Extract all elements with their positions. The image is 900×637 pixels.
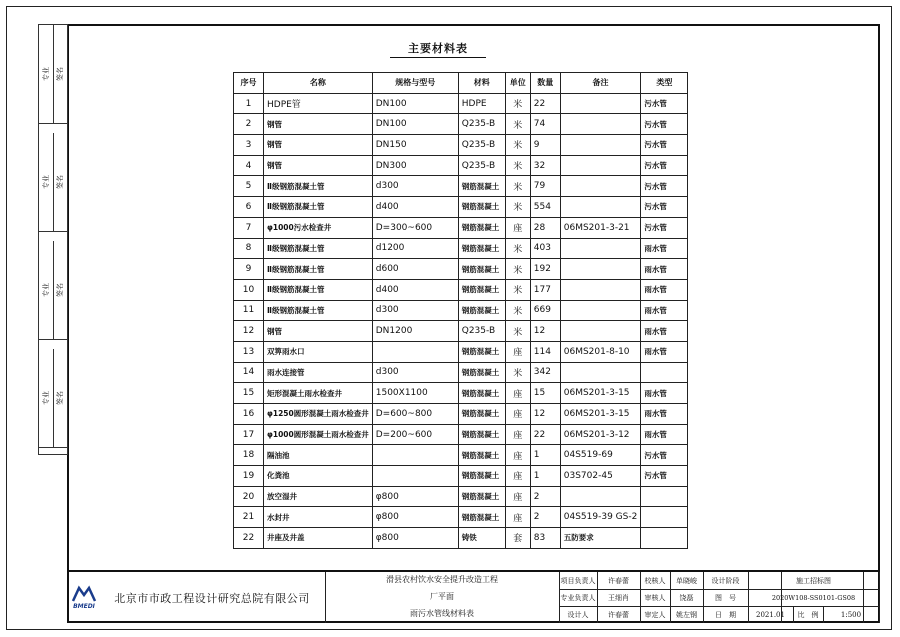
table-cell-unit: 米 — [505, 362, 530, 383]
company-name: 北京市市政工程设计研究总院有限公司 — [114, 591, 310, 605]
table-cell-type: 雨水管 — [641, 279, 688, 300]
table-row — [234, 300, 688, 321]
table-cell-type — [641, 507, 688, 528]
table-cell-unit: 米 — [505, 279, 530, 300]
table-cell-index: 12 — [234, 321, 264, 342]
table-cell-quantity: 83 — [530, 528, 560, 549]
table-cell-unit: 座 — [505, 486, 530, 507]
table-cell-unit: 米 — [505, 321, 530, 342]
label-drawing-no: 图 号 — [715, 593, 736, 602]
table-row — [234, 341, 688, 362]
table-row — [234, 93, 688, 114]
table-row — [234, 259, 688, 280]
table-row — [234, 238, 688, 259]
table-cell-index: 16 — [234, 404, 264, 425]
table-cell-spec: DN300 — [372, 155, 458, 176]
table-cell-material: 钢筋混凝土 — [458, 486, 505, 507]
table-cell-spec — [372, 445, 458, 466]
table-cell-quantity: 12 — [530, 321, 560, 342]
table-title: 主要材料表 — [390, 40, 486, 58]
table-row — [234, 383, 688, 404]
column-header: 数量 — [530, 73, 560, 94]
label-proj-lead: 项目负责人 — [560, 576, 596, 585]
table-row — [234, 466, 688, 487]
column-header: 单位 — [505, 73, 530, 94]
table-cell-name: φ1000污水检查井 — [264, 217, 373, 238]
label-designer: 设计人 — [567, 610, 589, 619]
table-cell-type: 污水管 — [641, 197, 688, 218]
table-cell-remark: 03S702-45 — [560, 466, 641, 487]
table-cell-name: Ⅱ级钢筋混凝土管 — [264, 300, 373, 321]
table-cell-unit: 米 — [505, 197, 530, 218]
table-cell-index: 15 — [234, 383, 264, 404]
table-row — [234, 362, 688, 383]
table-cell-unit: 米 — [505, 259, 530, 280]
table-cell-material: 钢筋混凝土 — [458, 404, 505, 425]
table-cell-quantity: 15 — [530, 383, 560, 404]
table-cell-quantity: 9 — [530, 135, 560, 156]
table-cell-remark: 06MS201-3-15 — [560, 404, 641, 425]
table-cell-type: 污水管 — [641, 155, 688, 176]
table-cell-name: Ⅱ级钢筋混凝土管 — [264, 238, 373, 259]
table-cell-index: 6 — [234, 197, 264, 218]
table-cell-name: 双箅雨水口 — [264, 341, 373, 362]
table-row — [234, 217, 688, 238]
table-cell-index: 21 — [234, 507, 264, 528]
table-cell-material: Q235-B — [458, 155, 505, 176]
table-cell-quantity: 79 — [530, 176, 560, 197]
table-cell-name: 矩形混凝土雨水检查井 — [264, 383, 373, 404]
table-row — [234, 279, 688, 300]
table-cell-material: 钢筋混凝土 — [458, 300, 505, 321]
table-cell-index: 7 — [234, 217, 264, 238]
table-cell-type — [641, 528, 688, 549]
table-cell-quantity: 114 — [530, 341, 560, 362]
table-cell-type: 雨水管 — [641, 424, 688, 445]
table-cell-spec: d300 — [372, 362, 458, 383]
table-cell-name: 放空湿井 — [264, 486, 373, 507]
table-cell-type: 污水管 — [641, 445, 688, 466]
label-checker: 校核人 — [644, 576, 666, 585]
value-stage: 施工招标图 — [796, 576, 831, 585]
table-cell-type: 雨水管 — [641, 238, 688, 259]
table-row — [234, 486, 688, 507]
table-cell-name: 钢管 — [264, 114, 373, 135]
table-row — [234, 321, 688, 342]
table-cell-index: 17 — [234, 424, 264, 445]
table-row — [234, 197, 688, 218]
table-cell-name: Ⅱ级钢筋混凝土管 — [264, 197, 373, 218]
table-cell-material: 钢筋混凝土 — [458, 445, 505, 466]
table-cell-material: HDPE — [458, 93, 505, 114]
table-cell-name: 钢管 — [264, 321, 373, 342]
side-label: 签名 — [56, 391, 64, 405]
table-cell-spec: DN150 — [372, 135, 458, 156]
signature-block — [39, 25, 67, 124]
table-cell-remark — [560, 300, 641, 321]
table-cell-name: φ1000圆形混凝土雨水检查井 — [264, 424, 373, 445]
table-cell-material: Q235-B — [458, 114, 505, 135]
table-cell-index: 8 — [234, 238, 264, 259]
table-cell-spec: φ800 — [372, 528, 458, 549]
table-cell-material: 钢筋混凝土 — [458, 176, 505, 197]
table-cell-unit: 米 — [505, 176, 530, 197]
table-cell-index: 1 — [234, 93, 264, 114]
column-header: 备注 — [560, 73, 641, 94]
table-cell-material: 钢筋混凝土 — [458, 217, 505, 238]
table-cell-index: 22 — [234, 528, 264, 549]
table-cell-remark: 04S519-39 GS-2 — [560, 507, 641, 528]
table-cell-quantity: 2 — [530, 507, 560, 528]
table-cell-spec: d300 — [372, 176, 458, 197]
table-cell-type: 雨水管 — [641, 300, 688, 321]
table-cell-type: 雨水管 — [641, 321, 688, 342]
value-proj-lead: 许春蕾 — [608, 576, 629, 585]
table-cell-type: 污水管 — [641, 217, 688, 238]
table-cell-index: 18 — [234, 445, 264, 466]
side-label: 签名 — [56, 283, 64, 297]
table-cell-remark: 五防要求 — [560, 528, 641, 549]
table-cell-unit: 座 — [505, 466, 530, 487]
table-cell-quantity: 403 — [530, 238, 560, 259]
table-cell-unit: 座 — [505, 507, 530, 528]
column-header: 规格与型号 — [372, 73, 458, 94]
table-cell-name: HDPE管 — [264, 93, 373, 114]
table-cell-spec: φ800 — [372, 507, 458, 528]
table-cell-name: 化粪池 — [264, 466, 373, 487]
table-cell-remark — [560, 93, 641, 114]
table-cell-remark: 04S519-69 — [560, 445, 641, 466]
column-header: 材料 — [458, 73, 505, 94]
table-cell-index: 10 — [234, 279, 264, 300]
table-cell-name: 井座及井盖 — [264, 528, 373, 549]
signature-strip — [38, 24, 68, 455]
drawing-title: 雨污水管线材料表 — [410, 609, 474, 618]
table-cell-remark — [560, 114, 641, 135]
table-cell-quantity: 2 — [530, 486, 560, 507]
table-cell-type: 雨水管 — [641, 259, 688, 280]
column-header: 序号 — [234, 73, 264, 94]
table-cell-type: 污水管 — [641, 135, 688, 156]
table-cell-material: 钢筋混凝土 — [458, 238, 505, 259]
value-reviewer: 饶磊 — [679, 593, 694, 602]
table-cell-remark — [560, 259, 641, 280]
table-cell-spec: DN100 — [372, 114, 458, 135]
table-cell-spec: DN100 — [372, 93, 458, 114]
signature-block — [39, 349, 67, 448]
table-cell-unit: 座 — [505, 404, 530, 425]
side-label: 专业 — [39, 349, 54, 447]
table-cell-spec: d400 — [372, 197, 458, 218]
table-cell-material: Q235-B — [458, 135, 505, 156]
table-cell-quantity: 22 — [530, 93, 560, 114]
table-cell-remark: 06MS201-3-15 — [560, 383, 641, 404]
company-logo — [69, 572, 99, 623]
table-cell-remark: 06MS201-8-10 — [560, 341, 641, 362]
table-cell-quantity: 342 — [530, 362, 560, 383]
table-cell-spec: D=300~600 — [372, 217, 458, 238]
table-cell-unit: 米 — [505, 155, 530, 176]
table-cell-spec: d600 — [372, 259, 458, 280]
side-label: 专业 — [39, 133, 54, 231]
table-cell-unit: 座 — [505, 424, 530, 445]
table-cell-spec — [372, 466, 458, 487]
label-stage: 设计阶段 — [711, 576, 740, 585]
materials-table — [233, 72, 688, 549]
table-cell-material: Q235-B — [458, 321, 505, 342]
table-cell-quantity: 74 — [530, 114, 560, 135]
table-cell-name: Ⅱ级钢筋混凝土管 — [264, 279, 373, 300]
value-drawing-no: 2020W108-SS0101-GS08 — [771, 593, 856, 602]
table-cell-name: Ⅱ级钢筋混凝土管 — [264, 176, 373, 197]
table-cell-name: Ⅱ级钢筋混凝土管 — [264, 259, 373, 280]
table-cell-quantity: 192 — [530, 259, 560, 280]
label-approver: 审定人 — [644, 610, 666, 619]
value-checker: 单晓峻 — [676, 576, 697, 585]
label-date: 日 期 — [715, 610, 736, 619]
table-row — [234, 507, 688, 528]
table-cell-material: 钢筋混凝土 — [458, 279, 505, 300]
column-header: 类型 — [641, 73, 688, 94]
table-cell-type — [641, 362, 688, 383]
value-approver: 姚左钢 — [676, 610, 697, 619]
table-cell-remark — [560, 279, 641, 300]
table-body — [234, 93, 688, 548]
table-cell-material: 钢筋混凝土 — [458, 424, 505, 445]
logo-text: BMEDI — [73, 603, 95, 610]
table-cell-name: 雨水连接管 — [264, 362, 373, 383]
table-cell-type: 雨水管 — [641, 383, 688, 404]
table-cell-quantity: 22 — [530, 424, 560, 445]
table-cell-spec — [372, 341, 458, 362]
table-row — [234, 155, 688, 176]
table-cell-unit: 座 — [505, 445, 530, 466]
signature-block — [39, 241, 67, 340]
table-cell-unit: 米 — [505, 135, 530, 156]
table-cell-spec: 1500X1100 — [372, 383, 458, 404]
table-cell-index: 9 — [234, 259, 264, 280]
table-cell-name: 钢管 — [264, 155, 373, 176]
table-row — [234, 176, 688, 197]
table-cell-index: 20 — [234, 486, 264, 507]
table-cell-type: 污水管 — [641, 114, 688, 135]
table-cell-index: 4 — [234, 155, 264, 176]
table-cell-index: 19 — [234, 466, 264, 487]
table-cell-name: φ1250圆形混凝土雨水检查井 — [264, 404, 373, 425]
table-cell-unit: 套 — [505, 528, 530, 549]
table-cell-index: 11 — [234, 300, 264, 321]
table-row — [234, 114, 688, 135]
table-cell-remark — [560, 238, 641, 259]
table-cell-name: 水封井 — [264, 507, 373, 528]
table-cell-unit: 座 — [505, 341, 530, 362]
table-cell-unit: 米 — [505, 114, 530, 135]
table-cell-unit: 座 — [505, 383, 530, 404]
table-cell-material: 钢筋混凝土 — [458, 259, 505, 280]
table-cell-index: 5 — [234, 176, 264, 197]
table-cell-remark — [560, 135, 641, 156]
side-label: 专业 — [39, 241, 54, 339]
table-cell-unit: 米 — [505, 238, 530, 259]
table-cell-remark — [560, 176, 641, 197]
table-cell-type: 污水管 — [641, 176, 688, 197]
table-cell-type: 污水管 — [641, 466, 688, 487]
table-cell-type — [641, 486, 688, 507]
table-cell-spec: D=600~800 — [372, 404, 458, 425]
label-reviewer: 审核人 — [644, 593, 666, 602]
table-cell-spec: φ800 — [372, 486, 458, 507]
table-cell-type: 污水管 — [641, 93, 688, 114]
label-prof-lead: 专业负责人 — [560, 593, 596, 602]
table-cell-spec: d1200 — [372, 238, 458, 259]
table-cell-remark — [560, 486, 641, 507]
side-label: 专业 — [39, 25, 54, 123]
column-header: 名称 — [264, 73, 373, 94]
table-cell-material: 钢筋混凝土 — [458, 507, 505, 528]
table-cell-spec: D=200~600 — [372, 424, 458, 445]
title-block — [67, 570, 880, 623]
table-cell-material: 钢筋混凝土 — [458, 362, 505, 383]
table-row — [234, 528, 688, 549]
side-label: 签名 — [56, 175, 64, 189]
label-scale: 比 例 — [797, 610, 819, 619]
table-cell-material: 钢筋混凝土 — [458, 383, 505, 404]
table-cell-spec: DN1200 — [372, 321, 458, 342]
table-cell-remark — [560, 362, 641, 383]
value-designer: 许春蕾 — [608, 610, 629, 619]
value-scale: 1:500 — [840, 610, 862, 619]
table-cell-remark: 06MS201-3-12 — [560, 424, 641, 445]
table-row — [234, 424, 688, 445]
table-row — [234, 135, 688, 156]
table-cell-quantity: 28 — [530, 217, 560, 238]
table-cell-material: 钢筋混凝土 — [458, 466, 505, 487]
table-cell-material: 钢筋混凝土 — [458, 341, 505, 362]
table-cell-remark — [560, 155, 641, 176]
table-cell-spec: d400 — [372, 279, 458, 300]
table-cell-unit: 座 — [505, 217, 530, 238]
table-cell-index: 3 — [234, 135, 264, 156]
table-row — [234, 445, 688, 466]
table-cell-quantity: 12 — [530, 404, 560, 425]
side-label: 签名 — [56, 67, 64, 81]
table-cell-quantity: 177 — [530, 279, 560, 300]
table-row — [234, 404, 688, 425]
table-cell-remark — [560, 197, 641, 218]
value-date: 2021.01 — [756, 610, 785, 619]
signature-block — [39, 133, 67, 232]
table-cell-index: 13 — [234, 341, 264, 362]
table-cell-unit: 米 — [505, 93, 530, 114]
table-header-row — [234, 73, 688, 94]
table-cell-type: 雨水管 — [641, 341, 688, 362]
table-cell-name: 钢管 — [264, 135, 373, 156]
table-cell-index: 2 — [234, 114, 264, 135]
table-cell-quantity: 1 — [530, 445, 560, 466]
table-cell-quantity: 669 — [530, 300, 560, 321]
table-cell-index: 14 — [234, 362, 264, 383]
table-cell-remark: 06MS201-3-21 — [560, 217, 641, 238]
table-cell-quantity: 32 — [530, 155, 560, 176]
table-cell-name: 隔油池 — [264, 445, 373, 466]
logo-mark-icon — [71, 585, 97, 603]
table-cell-quantity: 1 — [530, 466, 560, 487]
table-cell-material: 铸铁 — [458, 528, 505, 549]
table-cell-quantity: 554 — [530, 197, 560, 218]
project-name: 滑县农村饮水安全提升改造工程 — [386, 575, 498, 584]
drawing-area: 厂平面 — [430, 592, 454, 601]
table-cell-remark — [560, 321, 641, 342]
value-prof-lead: 王细肖 — [608, 593, 629, 602]
table-cell-material: 钢筋混凝土 — [458, 197, 505, 218]
table-cell-spec: d300 — [372, 300, 458, 321]
table-cell-type: 雨水管 — [641, 404, 688, 425]
table-cell-unit: 米 — [505, 300, 530, 321]
